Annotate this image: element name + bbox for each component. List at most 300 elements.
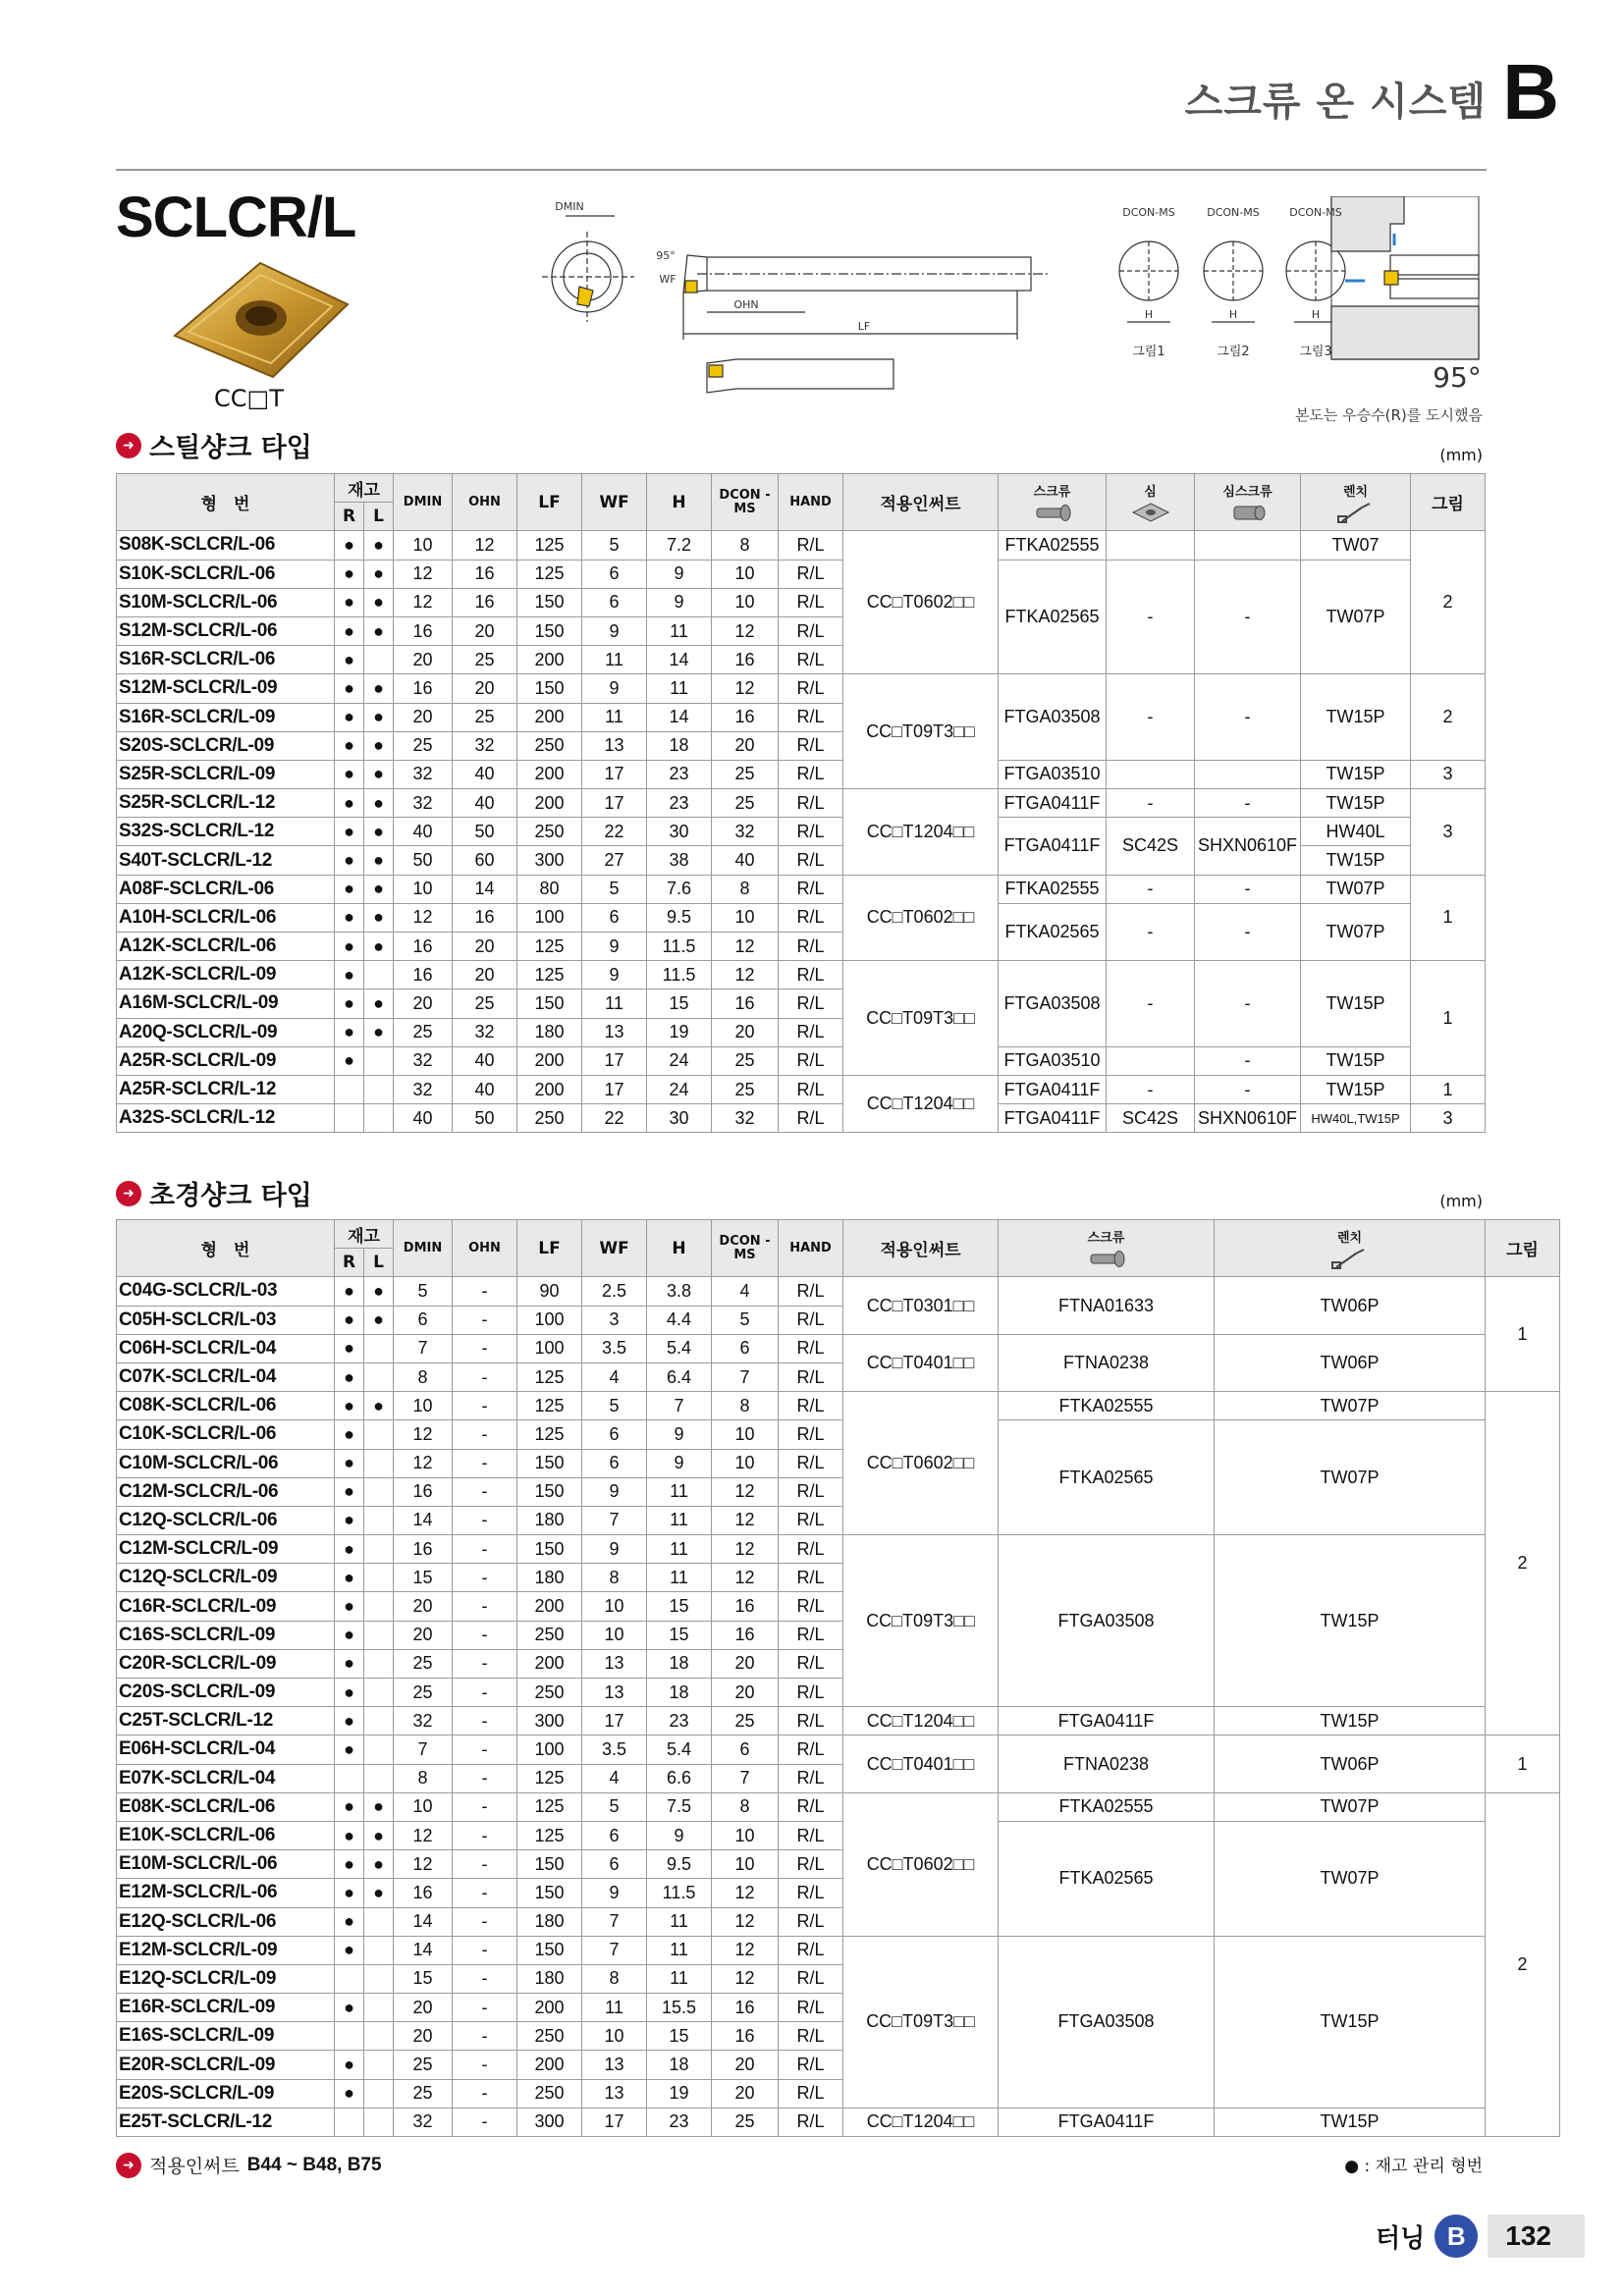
insert-cell: CC□T0301□□ bbox=[843, 1277, 999, 1334]
steel-spec-table bbox=[116, 473, 1486, 1133]
dcon-cell: 10 bbox=[712, 1821, 779, 1849]
insert-cell: CC□T09T3□□ bbox=[843, 1535, 999, 1707]
ohn-cell: - bbox=[453, 1362, 517, 1391]
ohn-cell: 16 bbox=[453, 560, 517, 588]
wf-cell: 9 bbox=[582, 961, 647, 989]
wrench-cell: TW15P bbox=[1301, 1075, 1411, 1103]
wrench-cell: TW15P bbox=[1215, 1936, 1486, 2108]
col-stock-l: L bbox=[364, 503, 394, 531]
hand-cell: R/L bbox=[779, 1821, 843, 1849]
stock-r-cell: ● bbox=[335, 1018, 364, 1046]
dcon-cell: 16 bbox=[712, 989, 779, 1018]
wf-cell: 7 bbox=[582, 1506, 647, 1534]
table-row bbox=[117, 1936, 1560, 1964]
hand-cell: R/L bbox=[779, 933, 843, 961]
stock-l-cell bbox=[364, 2108, 394, 2136]
lf-cell: 180 bbox=[517, 1018, 582, 1046]
lf-cell: 300 bbox=[517, 846, 582, 875]
stock-l-cell bbox=[364, 1679, 394, 1707]
ohn-cell: - bbox=[453, 2108, 517, 2136]
stock-l-cell bbox=[364, 1964, 394, 1993]
hand-cell: R/L bbox=[779, 1735, 843, 1764]
col-h: H bbox=[647, 1220, 712, 1277]
col-screw bbox=[999, 1220, 1215, 1277]
section-arrow-icon: ➜ bbox=[116, 2153, 141, 2178]
screw-cell: FTGA03510 bbox=[999, 1046, 1107, 1075]
col-shim bbox=[1107, 474, 1195, 531]
h-cell: 9.5 bbox=[647, 903, 712, 932]
model-cell: S20S-SCLCR/L-09 bbox=[117, 731, 335, 760]
dcon-cell: 7 bbox=[712, 1764, 779, 1792]
screw-cell: FTKA02555 bbox=[999, 531, 1107, 560]
screw-cell: FTKA02565 bbox=[999, 1821, 1215, 1936]
stock-legend: ● : 재고 관리 형번 bbox=[1344, 2157, 1483, 2176]
stock-r-cell: ● bbox=[335, 1564, 364, 1592]
ohn-cell: - bbox=[453, 1936, 517, 1964]
model-cell: C10M-SCLCR/L-06 bbox=[117, 1449, 335, 1477]
ohn-cell: 20 bbox=[453, 961, 517, 989]
dcon-cell: 25 bbox=[712, 1075, 779, 1103]
col-wrench-label: 렌치 bbox=[1336, 1231, 1363, 1247]
fig-cell: 2 bbox=[1411, 674, 1486, 761]
wrench-cell: TW07 bbox=[1301, 531, 1411, 560]
col-fig: 그림 bbox=[1486, 1220, 1560, 1277]
stock-r-cell: ● bbox=[335, 989, 364, 1018]
ohn-cell: - bbox=[453, 1449, 517, 1477]
dmin-cell: 20 bbox=[394, 2022, 453, 2051]
h-cell: 9.5 bbox=[647, 1850, 712, 1879]
wrench-cell: TW06P bbox=[1215, 1277, 1486, 1334]
dcon-cell: 25 bbox=[712, 1707, 779, 1735]
hand-cell: R/L bbox=[779, 616, 843, 645]
lf-cell: 200 bbox=[517, 1994, 582, 2022]
stock-r-cell: ● bbox=[335, 1850, 364, 1879]
model-cell: C20S-SCLCR/L-09 bbox=[117, 1679, 335, 1707]
wrench-cell: TW07P bbox=[1215, 1821, 1486, 1936]
dmin-cell: 10 bbox=[394, 1392, 453, 1420]
model-cell: E10K-SCLCR/L-06 bbox=[117, 1821, 335, 1849]
model-cell: C20R-SCLCR/L-09 bbox=[117, 1649, 335, 1678]
lf-cell: 180 bbox=[517, 1564, 582, 1592]
hand-cell: R/L bbox=[779, 1535, 843, 1564]
dmin-cell: 16 bbox=[394, 674, 453, 703]
hand-cell: R/L bbox=[779, 1277, 843, 1306]
dmin-cell: 16 bbox=[394, 616, 453, 645]
dcon-cell: 7 bbox=[712, 1362, 779, 1391]
screw-cell: FTKA02555 bbox=[999, 875, 1107, 903]
insert-cell: CC□T09T3□□ bbox=[843, 961, 999, 1076]
table-row bbox=[117, 1046, 1486, 1075]
wrench-cell: TW15P bbox=[1301, 760, 1411, 788]
shim-cell: SC42S bbox=[1107, 1104, 1195, 1133]
dcon-cell: 10 bbox=[712, 1420, 779, 1449]
insert-cell: CC□T1204□□ bbox=[843, 789, 999, 876]
lf-cell: 200 bbox=[517, 1075, 582, 1103]
model-cell: E08K-SCLCR/L-06 bbox=[117, 1792, 335, 1821]
shim-cell: - bbox=[1107, 875, 1195, 903]
hand-cell: R/L bbox=[779, 1104, 843, 1133]
ohn-cell: - bbox=[453, 1964, 517, 1993]
lf-cell: 125 bbox=[517, 961, 582, 989]
ohn-cell: - bbox=[453, 1907, 517, 1936]
model-cell: C10K-SCLCR/L-06 bbox=[117, 1420, 335, 1449]
ohn-cell: - bbox=[453, 2051, 517, 2079]
shim-screw-cell bbox=[1195, 760, 1301, 788]
dmin-cell: 16 bbox=[394, 1477, 453, 1506]
dcon-cell: 25 bbox=[712, 789, 779, 818]
carbide-section-title: 초경샹크 타입 bbox=[149, 1181, 312, 1211]
lf-cell: 150 bbox=[517, 989, 582, 1018]
stock-l-cell bbox=[364, 1764, 394, 1792]
screw-icon bbox=[1033, 502, 1072, 523]
stock-r-cell: ● bbox=[335, 646, 364, 674]
col-hand: HAND bbox=[779, 1220, 843, 1277]
dcon-cell: 12 bbox=[712, 1964, 779, 1993]
wf-cell: 10 bbox=[582, 1621, 647, 1649]
stock-l-cell: ● bbox=[364, 1277, 394, 1306]
dmin-cell: 12 bbox=[394, 1449, 453, 1477]
stock-r-cell: ● bbox=[335, 1936, 364, 1964]
label-dmin: DMIN bbox=[555, 200, 584, 213]
screw-cell: FTGA0411F bbox=[999, 818, 1107, 875]
stock-r-cell: ● bbox=[335, 1420, 364, 1449]
screw-cell: FTGA0411F bbox=[999, 789, 1107, 818]
col-shimscrew-label: 심스크류 bbox=[1222, 485, 1272, 501]
model-cell: E16S-SCLCR/L-09 bbox=[117, 2022, 335, 2051]
stock-l-cell bbox=[364, 646, 394, 674]
fig-cell: 3 bbox=[1411, 789, 1486, 876]
screw-cell: FTGA03508 bbox=[999, 1535, 1215, 1707]
lf-cell: 200 bbox=[517, 1649, 582, 1678]
stock-l-cell bbox=[364, 1362, 394, 1391]
ohn-cell: - bbox=[453, 1535, 517, 1564]
label-angle-big: 95° bbox=[1433, 361, 1482, 394]
h-cell: 11 bbox=[647, 1506, 712, 1534]
ohn-cell: 40 bbox=[453, 1075, 517, 1103]
dmin-cell: 20 bbox=[394, 1592, 453, 1621]
model-cell: E06H-SCLCR/L-04 bbox=[117, 1735, 335, 1764]
screw-cell: FTKA02565 bbox=[999, 1420, 1215, 1535]
stock-l-cell bbox=[364, 1506, 394, 1534]
insert-cell: CC□T1204□□ bbox=[843, 1075, 999, 1132]
dmin-cell: 25 bbox=[394, 1679, 453, 1707]
col-dmin: DMIN bbox=[394, 474, 453, 531]
wrench-cell: HW40L,TW15P bbox=[1301, 1104, 1411, 1133]
ohn-cell: 50 bbox=[453, 818, 517, 846]
ohn-cell: 60 bbox=[453, 846, 517, 875]
dcon-cell: 4 bbox=[712, 1277, 779, 1306]
stock-l-cell bbox=[364, 1046, 394, 1075]
lf-cell: 150 bbox=[517, 1477, 582, 1506]
dmin-cell: 6 bbox=[394, 1306, 453, 1334]
h-cell: 9 bbox=[647, 1420, 712, 1449]
shim-screw-cell: SHXN0610F bbox=[1195, 1104, 1301, 1133]
col-fig: 그림 bbox=[1411, 474, 1486, 531]
ohn-cell: - bbox=[453, 1707, 517, 1735]
dcon-cell: 6 bbox=[712, 1334, 779, 1362]
h-cell: 7 bbox=[647, 1392, 712, 1420]
ohn-cell: 32 bbox=[453, 1018, 517, 1046]
insert-cell: CC□T0602□□ bbox=[843, 1792, 999, 1936]
shim-screw-cell: - bbox=[1195, 1075, 1301, 1103]
dcon-cell: 20 bbox=[712, 1649, 779, 1678]
label-lf: LF bbox=[857, 320, 871, 333]
wrench-cell: TW07P bbox=[1301, 903, 1411, 960]
lf-cell: 100 bbox=[517, 903, 582, 932]
shim-cell bbox=[1107, 531, 1195, 560]
dmin-cell: 7 bbox=[394, 1735, 453, 1764]
stock-r-cell: ● bbox=[335, 560, 364, 588]
lf-cell: 180 bbox=[517, 1964, 582, 1993]
fig-cell: 3 bbox=[1411, 1104, 1486, 1133]
insert-cell: CC□T09T3□□ bbox=[843, 674, 999, 789]
model-cell: S08K-SCLCR/L-06 bbox=[117, 531, 335, 560]
lf-cell: 200 bbox=[517, 2051, 582, 2079]
col-screw bbox=[999, 474, 1107, 531]
hand-cell: R/L bbox=[779, 646, 843, 674]
table-row bbox=[117, 1821, 1560, 1849]
model-cell: A32S-SCLCR/L-12 bbox=[117, 1104, 335, 1133]
stock-l-cell bbox=[364, 961, 394, 989]
model-cell: C05H-SCLCR/L-03 bbox=[117, 1306, 335, 1334]
model-cell: C07K-SCLCR/L-04 bbox=[117, 1362, 335, 1391]
dcon-cell: 20 bbox=[712, 731, 779, 760]
model-cell: S40T-SCLCR/L-12 bbox=[117, 846, 335, 875]
stock-r-cell: ● bbox=[335, 1449, 364, 1477]
col-stock: 재고 bbox=[335, 1220, 394, 1249]
stock-l-cell bbox=[364, 1104, 394, 1133]
shim-screw-cell: - bbox=[1195, 789, 1301, 818]
col-model: 형 번 bbox=[117, 1220, 335, 1277]
ohn-cell: - bbox=[453, 1764, 517, 1792]
dmin-cell: 50 bbox=[394, 846, 453, 875]
carbide-unit: (mm) bbox=[1439, 1192, 1483, 1210]
dcon-cell: 32 bbox=[712, 1104, 779, 1133]
dcon-cell: 16 bbox=[712, 1994, 779, 2022]
wf-cell: 17 bbox=[582, 789, 647, 818]
model-cell: E12Q-SCLCR/L-06 bbox=[117, 1907, 335, 1936]
h-cell: 4.4 bbox=[647, 1306, 712, 1334]
table-row bbox=[117, 760, 1486, 788]
stock-r-cell: ● bbox=[335, 1792, 364, 1821]
lf-cell: 200 bbox=[517, 703, 582, 731]
h-cell: 19 bbox=[647, 2079, 712, 2108]
ohn-cell: 20 bbox=[453, 933, 517, 961]
dmin-cell: 20 bbox=[394, 1994, 453, 2022]
lf-cell: 250 bbox=[517, 2079, 582, 2108]
col-wrench bbox=[1301, 474, 1411, 531]
model-cell: C12M-SCLCR/L-09 bbox=[117, 1535, 335, 1564]
shim-screw-icon bbox=[1228, 502, 1268, 523]
fig-cell: 1 bbox=[1411, 875, 1486, 961]
model-cell: E12M-SCLCR/L-06 bbox=[117, 1879, 335, 1907]
col-screw-label: 스크류 bbox=[1087, 1231, 1125, 1247]
stock-r-cell bbox=[335, 2108, 364, 2136]
stock-r-cell: ● bbox=[335, 703, 364, 731]
h-cell: 11 bbox=[647, 1964, 712, 1993]
section-arrow-icon: ➜ bbox=[116, 1181, 141, 1206]
dcon-cell: 12 bbox=[712, 961, 779, 989]
stock-l-cell bbox=[364, 1994, 394, 2022]
dcon-cell: 16 bbox=[712, 1592, 779, 1621]
hand-cell: R/L bbox=[779, 703, 843, 731]
shim-cell: - bbox=[1107, 674, 1195, 761]
wf-cell: 6 bbox=[582, 560, 647, 588]
wf-cell: 13 bbox=[582, 2051, 647, 2079]
ohn-cell: - bbox=[453, 2079, 517, 2108]
wrench-cell: TW07P bbox=[1301, 875, 1411, 903]
wf-cell: 13 bbox=[582, 2079, 647, 2108]
shim-screw-cell: - bbox=[1195, 875, 1301, 903]
hand-cell: R/L bbox=[779, 1907, 843, 1936]
dcon-cell: 16 bbox=[712, 1621, 779, 1649]
shim-cell: - bbox=[1107, 903, 1195, 960]
lf-cell: 200 bbox=[517, 1046, 582, 1075]
table-row bbox=[117, 560, 1486, 588]
dcon-cell: 8 bbox=[712, 875, 779, 903]
shim-cell: - bbox=[1107, 560, 1195, 674]
stock-r-cell bbox=[335, 1075, 364, 1103]
dmin-cell: 25 bbox=[394, 1018, 453, 1046]
steel-section-title: 스틸샹크 타입 bbox=[149, 433, 312, 463]
label-fig2: 그림2 bbox=[1217, 345, 1250, 359]
lf-cell: 150 bbox=[517, 1535, 582, 1564]
dcon-cell: 20 bbox=[712, 1018, 779, 1046]
hand-cell: R/L bbox=[779, 1564, 843, 1592]
lf-cell: 125 bbox=[517, 1362, 582, 1391]
h-cell: 23 bbox=[647, 760, 712, 788]
lf-cell: 300 bbox=[517, 1707, 582, 1735]
dmin-cell: 25 bbox=[394, 2079, 453, 2108]
model-cell: C08K-SCLCR/L-06 bbox=[117, 1392, 335, 1420]
model-cell: S12M-SCLCR/L-09 bbox=[117, 674, 335, 703]
ohn-cell: - bbox=[453, 1821, 517, 1849]
dmin-cell: 32 bbox=[394, 760, 453, 788]
fig-cell: 1 bbox=[1411, 1075, 1486, 1103]
hand-cell: R/L bbox=[779, 1707, 843, 1735]
table-row bbox=[117, 1334, 1560, 1362]
ohn-cell: 14 bbox=[453, 875, 517, 903]
stock-l-cell bbox=[364, 1907, 394, 1936]
dcon-cell: 12 bbox=[712, 1564, 779, 1592]
model-cell: C06H-SCLCR/L-04 bbox=[117, 1334, 335, 1362]
fig-cell: 1 bbox=[1486, 1735, 1560, 1792]
hand-cell: R/L bbox=[779, 588, 843, 616]
stock-l-cell: ● bbox=[364, 1306, 394, 1334]
lf-cell: 125 bbox=[517, 1420, 582, 1449]
stock-r-cell: ● bbox=[335, 1334, 364, 1362]
h-cell: 7.2 bbox=[647, 531, 712, 560]
ohn-cell: - bbox=[453, 1679, 517, 1707]
wf-cell: 3.5 bbox=[582, 1334, 647, 1362]
wf-cell: 5 bbox=[582, 1392, 647, 1420]
stock-l-cell bbox=[364, 1334, 394, 1362]
dmin-cell: 25 bbox=[394, 2051, 453, 2079]
ohn-cell: - bbox=[453, 1850, 517, 1879]
lf-cell: 300 bbox=[517, 2108, 582, 2136]
model-cell: C25T-SCLCR/L-12 bbox=[117, 1707, 335, 1735]
dcon-cell: 10 bbox=[712, 1850, 779, 1879]
wf-cell: 3 bbox=[582, 1306, 647, 1334]
dcon-cell: 20 bbox=[712, 2051, 779, 2079]
dmin-cell: 10 bbox=[394, 875, 453, 903]
screw-cell: FTKA02565 bbox=[999, 560, 1107, 674]
hand-cell: R/L bbox=[779, 1994, 843, 2022]
model-cell: A25R-SCLCR/L-12 bbox=[117, 1075, 335, 1103]
stock-l-cell bbox=[364, 1936, 394, 1964]
stock-r-cell: ● bbox=[335, 903, 364, 932]
lf-cell: 150 bbox=[517, 1449, 582, 1477]
col-stock: 재고 bbox=[335, 474, 394, 503]
hand-cell: R/L bbox=[779, 903, 843, 932]
shim-screw-cell bbox=[1195, 531, 1301, 560]
screw-cell: FTKA02555 bbox=[999, 1792, 1215, 1821]
label-ohn: OHN bbox=[733, 298, 759, 311]
dmin-cell: 16 bbox=[394, 933, 453, 961]
h-cell: 11 bbox=[647, 674, 712, 703]
shim-cell bbox=[1107, 1046, 1195, 1075]
stock-l-cell: ● bbox=[364, 1850, 394, 1879]
stock-l-cell: ● bbox=[364, 616, 394, 645]
stock-r-cell: ● bbox=[335, 933, 364, 961]
stock-l-cell bbox=[364, 2022, 394, 2051]
wf-cell: 7 bbox=[582, 1936, 647, 1964]
fig-cell: 1 bbox=[1486, 1277, 1560, 1392]
wf-cell: 6 bbox=[582, 1449, 647, 1477]
dmin-cell: 14 bbox=[394, 1907, 453, 1936]
ohn-cell: 32 bbox=[453, 731, 517, 760]
wf-cell: 27 bbox=[582, 846, 647, 875]
wrench-cell: TW07P bbox=[1301, 560, 1411, 674]
wf-cell: 22 bbox=[582, 818, 647, 846]
ohn-cell: - bbox=[453, 1792, 517, 1821]
dmin-cell: 32 bbox=[394, 1075, 453, 1103]
model-cell: S10K-SCLCR/L-06 bbox=[117, 560, 335, 588]
fig-cell: 2 bbox=[1411, 531, 1486, 674]
lf-cell: 125 bbox=[517, 1764, 582, 1792]
stock-r-cell: ● bbox=[335, 1679, 364, 1707]
col-dmin: DMIN bbox=[394, 1220, 453, 1277]
hand-cell: R/L bbox=[779, 2022, 843, 2051]
stock-r-cell: ● bbox=[335, 1362, 364, 1391]
col-dcon: DCON -MS bbox=[712, 1220, 779, 1277]
insert-image bbox=[167, 257, 353, 385]
h-cell: 15 bbox=[647, 1592, 712, 1621]
hand-cell: R/L bbox=[779, 2108, 843, 2136]
lf-cell: 125 bbox=[517, 1392, 582, 1420]
wrench-cell: TW06P bbox=[1215, 1334, 1486, 1391]
model-cell: C12Q-SCLCR/L-06 bbox=[117, 1506, 335, 1534]
h-cell: 18 bbox=[647, 1649, 712, 1678]
ohn-cell: 16 bbox=[453, 588, 517, 616]
lf-cell: 180 bbox=[517, 1907, 582, 1936]
col-dcon: DCON -MS bbox=[712, 474, 779, 531]
wrench-cell: TW15P bbox=[1301, 674, 1411, 761]
h-cell: 38 bbox=[647, 846, 712, 875]
ohn-cell: - bbox=[453, 1277, 517, 1306]
model-cell: C04G-SCLCR/L-03 bbox=[117, 1277, 335, 1306]
header-section-letter: B bbox=[1502, 48, 1559, 135]
screw-cell: FTGA03510 bbox=[999, 760, 1107, 788]
model-cell: E07K-SCLCR/L-04 bbox=[117, 1764, 335, 1792]
col-ohn: OHN bbox=[453, 474, 517, 531]
model-cell: S12M-SCLCR/L-06 bbox=[117, 616, 335, 645]
lf-cell: 250 bbox=[517, 1621, 582, 1649]
dcon-cell: 8 bbox=[712, 531, 779, 560]
h-cell: 11.5 bbox=[647, 1879, 712, 1907]
insert-cell: CC□T09T3□□ bbox=[843, 1936, 999, 2108]
stock-r-cell: ● bbox=[335, 1506, 364, 1534]
